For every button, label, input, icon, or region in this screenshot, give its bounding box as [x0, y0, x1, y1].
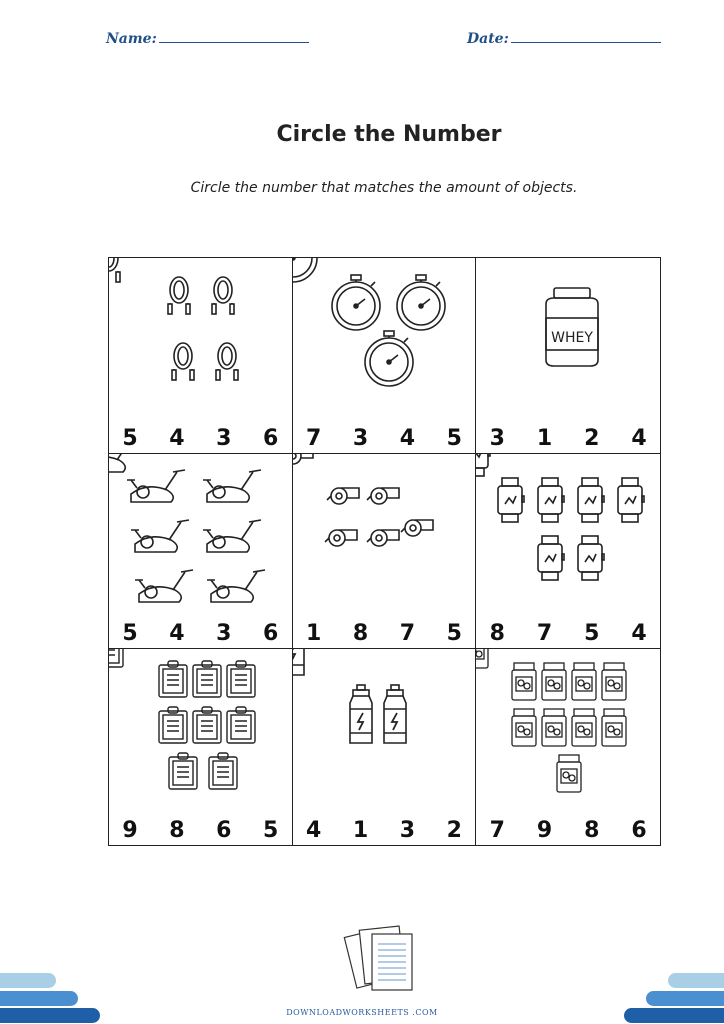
answer-options [486, 818, 650, 843]
option[interactable]: 4 [631, 425, 647, 451]
instructions: Circle the number that matches the amount of objects. [190, 180, 578, 196]
option[interactable]: 3 [399, 818, 416, 843]
pill-bottle-icon [476, 649, 660, 809]
option[interactable]: 4 [169, 425, 185, 451]
option[interactable]: 5 [446, 621, 462, 647]
option[interactable]: 5 [122, 425, 138, 451]
whey-jar-icon [476, 258, 660, 418]
option[interactable]: 7 [306, 425, 322, 451]
name-label: Name: [106, 31, 157, 47]
answer-options [119, 426, 282, 451]
option[interactable]: 5 [584, 621, 600, 647]
answer-options [303, 621, 466, 646]
footer-wave-left [0, 991, 78, 1006]
option[interactable]: 8 [584, 818, 600, 843]
option[interactable]: 5 [446, 425, 462, 451]
option[interactable]: 8 [489, 621, 505, 647]
page-title: Circle the Number [276, 122, 502, 147]
option[interactable]: 5 [122, 621, 138, 647]
answer-options [486, 426, 650, 451]
exercise-bike-icon [109, 454, 293, 614]
cell-jump-ropes [109, 258, 293, 454]
whistle-icon [293, 454, 477, 614]
answer-options [119, 621, 282, 646]
whey-label: WHEY [551, 330, 594, 346]
answer-options [303, 426, 466, 451]
counting-grid [108, 257, 661, 846]
clipboard-icon [109, 649, 293, 809]
option[interactable]: 3 [216, 621, 232, 647]
date-field[interactable] [467, 30, 661, 47]
cell-pill-bottles [476, 649, 660, 845]
answer-options [486, 621, 650, 646]
cell-sports-bottles [293, 649, 477, 845]
cell-whistles [293, 454, 477, 650]
footer-wave-right [646, 991, 724, 1006]
option[interactable]: 1 [352, 818, 369, 843]
option[interactable]: 4 [631, 621, 647, 647]
name-blank[interactable] [159, 30, 309, 43]
cell-smartwatches [476, 454, 660, 650]
option[interactable]: 4 [169, 621, 185, 647]
option[interactable]: 1 [536, 425, 553, 451]
option[interactable]: 6 [216, 818, 232, 843]
option[interactable]: 6 [262, 621, 279, 647]
option[interactable]: 9 [536, 818, 553, 843]
cell-exercise-bikes [109, 454, 293, 650]
smartwatch-icon [476, 454, 660, 614]
option[interactable]: 8 [352, 621, 369, 647]
option[interactable]: 8 [169, 818, 185, 843]
date-blank[interactable] [511, 30, 661, 43]
option[interactable]: 7 [489, 818, 505, 843]
option[interactable]: 6 [262, 425, 279, 451]
footer-site[interactable]: DOWNLOADWORKSHEETS .COM [286, 1008, 438, 1017]
date-label: Date: [467, 31, 509, 47]
footer-wave-left [0, 973, 56, 988]
option[interactable]: 6 [631, 818, 647, 843]
option[interactable]: 7 [399, 621, 416, 647]
option[interactable]: 2 [584, 425, 600, 451]
option[interactable]: 9 [122, 818, 138, 843]
option[interactable]: 7 [536, 621, 553, 647]
name-field[interactable] [106, 30, 309, 47]
option[interactable]: 5 [262, 818, 279, 843]
option[interactable]: 4 [399, 425, 416, 451]
option[interactable]: 3 [352, 425, 369, 451]
option[interactable]: 1 [306, 621, 322, 647]
footer-wave-right [668, 973, 724, 988]
worksheets-logo-icon [340, 918, 422, 1002]
cell-whey-jar [476, 258, 660, 454]
option[interactable]: 2 [446, 818, 462, 843]
cell-stopwatches [293, 258, 477, 454]
answer-options [119, 818, 282, 843]
option[interactable]: 3 [489, 425, 505, 451]
jump-rope-icon [109, 258, 293, 418]
stopwatch-icon [293, 258, 477, 418]
cell-clipboards [109, 649, 293, 845]
option[interactable]: 3 [216, 425, 232, 451]
answer-options [303, 818, 466, 843]
sports-bottle-icon [293, 649, 477, 809]
option[interactable]: 4 [306, 818, 322, 843]
